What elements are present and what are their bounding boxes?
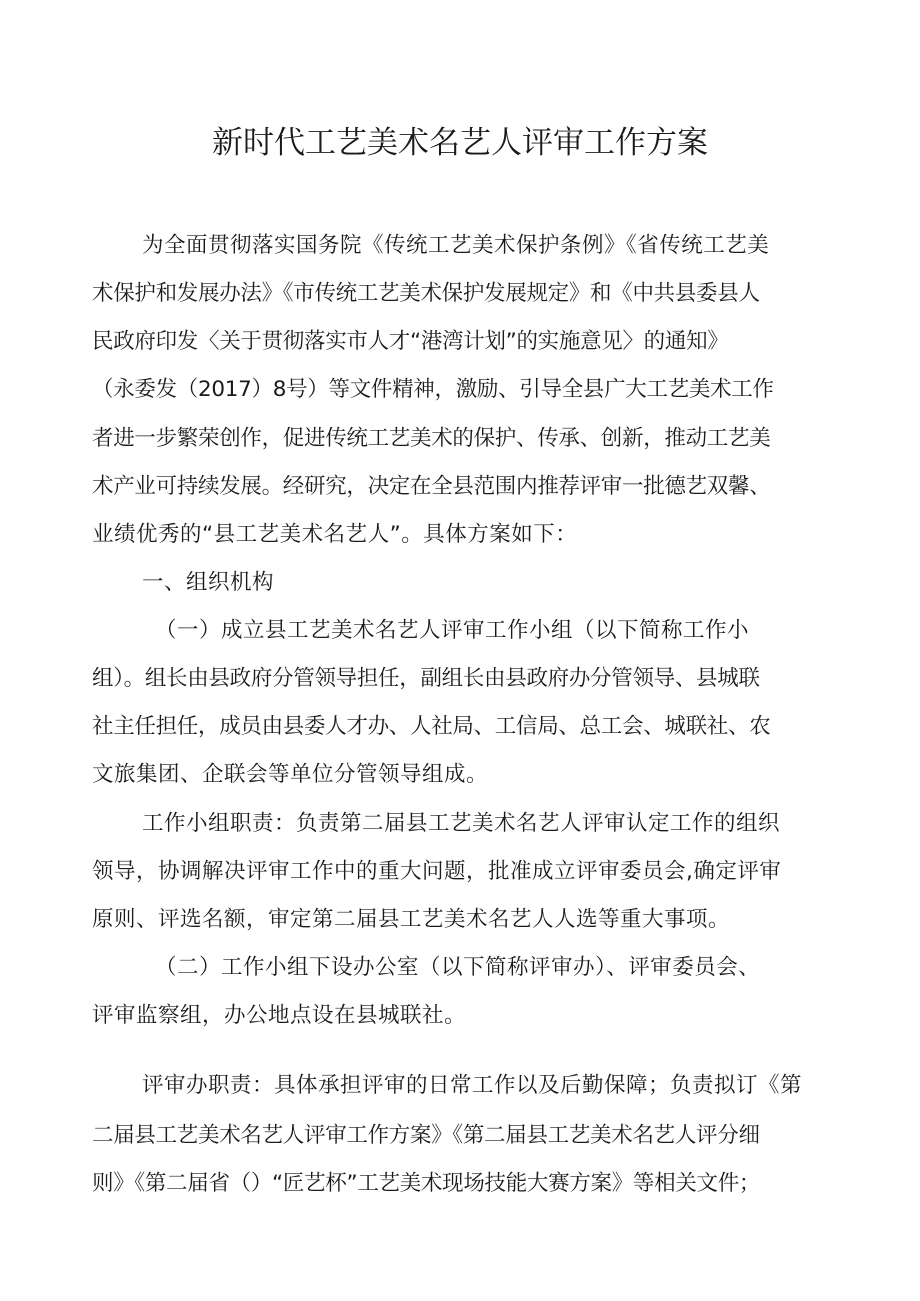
paragraph-line: 为全面贯彻落实国务院《传统工艺美术保护条例》《省传统工艺美 [142, 233, 770, 258]
paragraph-line: （一）成立县工艺美术名艺人评审工作小组（以下简称工作小 [155, 618, 750, 643]
document-title: 新时代工艺美术名艺人评审工作方案 [212, 125, 708, 161]
paragraph-line: 术保护和发展办法》《市传统工艺美术保护发展规定》和《中共县委县人 [92, 281, 760, 306]
paragraph-line: 评审监察组，办公地点设在县城联社。 [92, 1003, 467, 1028]
paragraph-line: 则》《第二届省（）“匠艺杯”工艺美术现场技能大赛方案》等相关文件； [92, 1171, 761, 1196]
paragraph-line: （二）工作小组下设办公室（以下简称评审办）、评审委员会、 [155, 955, 761, 980]
paragraph-line: （永委发（2017）8号）等文件精神，激励、引导全县广大工艺美术工作 [92, 377, 774, 402]
paragraph-line: 术产业可持续发展。经研究，决定在全县范围内推荐评审一批德艺双馨、 [92, 474, 771, 499]
paragraph-line: 组）。组长由县政府分管领导担任，副组长由县政府办分管领导、县城联 [92, 666, 760, 691]
section-heading: 一、组织机构 [142, 570, 275, 595]
paragraph-line: 原则、评选名额，审定第二届县工艺美术名艺人人选等重大事项。 [92, 907, 731, 932]
paragraph-line: 二届县工艺美术名艺人评审工作方案》《第二届县工艺美术名艺人评分细 [92, 1123, 760, 1148]
paragraph-line: 工作小组职责：负责第二届县工艺美术名艺人评审认定工作的组织 [142, 811, 781, 836]
paragraph-line: 领导，协调解决评审工作中的重大问题，批准成立评审委员会,确定评审 [92, 859, 782, 884]
paragraph-line: 业绩优秀的“县工艺美术名艺人”。具体方案如下： [92, 522, 578, 547]
paragraph-line: 民政府印发〈关于贯彻落实市人才“港湾计划”的实施意见〉的通知》 [92, 329, 729, 354]
paragraph-line: 评审办职责：具体承担评审的日常工作以及后勤保障；负责拟订《第 [142, 1073, 803, 1098]
paragraph-line: 者进一步繁荣创作，促进传统工艺美术的保护、传承、创新，推动工艺美 [92, 426, 771, 451]
paragraph-line: 社主任担任，成员由县委人才办、人社局、工信局、总工会、城联社、农 [92, 714, 771, 739]
paragraph-line: 文旅集团、企联会等单位分管领导组成。 [92, 762, 489, 787]
